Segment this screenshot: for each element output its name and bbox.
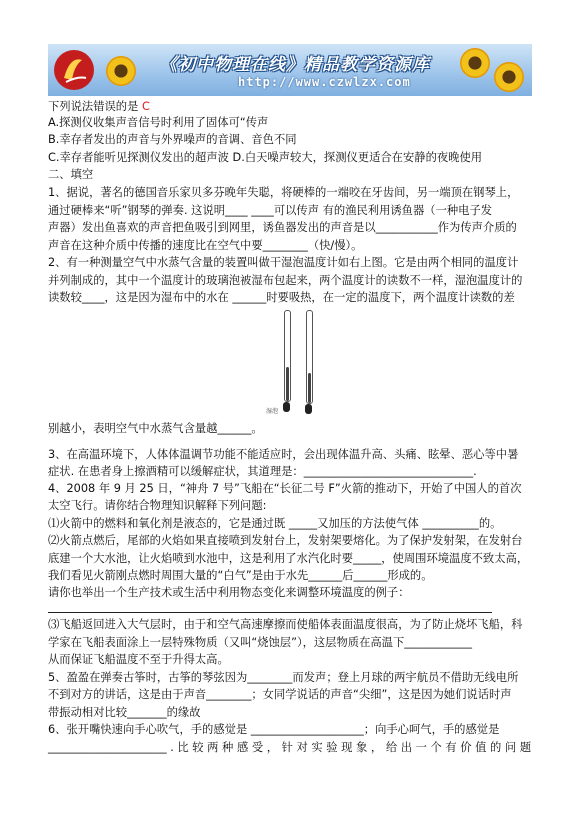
q3-line-2: 症状. 在患者身上擦酒精可以缓解症状，其道理是：______________________________. [48, 465, 477, 478]
section-heading: 二、填空 [48, 168, 94, 181]
option-a: A.探测仪收集声音信号时利用了固体可“传声 [48, 116, 269, 129]
q2-line-3: 读数较____，这是因为湿布中的水在 ______时要吸热，在一定的温度下，两个温度计读数的差 [48, 291, 515, 304]
option-b: B.幸存者发出的声音与外界噪声的音调、音色不同 [48, 133, 297, 146]
q4-line-2: 太空飞行。请你结合物理知识解释下列问题: [48, 499, 267, 512]
q2-line-4: 别越小，表明空气中水蒸气含量越______。 [48, 422, 263, 435]
q5-line-1: 5、盈盈在弹奏古筝时，古筝的琴弦因为________而发声；登上月球的两宇航员不借助无线电所 [48, 671, 519, 684]
header-banner [48, 44, 532, 96]
q4-part2-line-3: 我们看见火箭刚点燃时周围大量的“白气”是由于水先______后______形成的。 [48, 569, 433, 582]
answer-rule [48, 612, 492, 613]
logo-icon [52, 48, 96, 92]
sunflower-icon [106, 56, 136, 86]
question-stem: 下列说法错误的是 C [48, 100, 150, 113]
q1-line-3: 声器）发出鱼喜欢的声音把鱼吸引到网里，诱鱼器发出的声音是以___________作为传声介质的 [48, 221, 517, 234]
q4-part3-line-2: 学家在飞船表面涂上一层特殊物质（又叫“烧蚀层”），这层物质在高温下____________ [48, 636, 473, 649]
q4-part3-line-3: 从而保证飞船温度不至于升得太高。 [48, 653, 229, 666]
option-c-d: C.幸存者能听见探测仪发出的超声波 D.白天噪声较大，探测仪更适合在安静的夜晚使用 [48, 151, 483, 164]
hygrometer-diagram [260, 310, 320, 416]
sunflower-icon [460, 48, 490, 78]
q1-line-1: 1、据说，著名的德国音乐家贝多芬晚年失聪，将硬棒的一端咬在牙齿间，另一端顶在钢琴上， [48, 186, 519, 199]
q5-line-3: 带振动相对比较_______的缘故 [48, 706, 201, 719]
q4-part2-line-4: 请你也举出一个生产技术或生活中利用物态变化来调整环境温度的例子： [48, 586, 410, 599]
banner-title: 《初中物理在线》精品教学资源库 [160, 55, 430, 75]
q4-part2-line-1: ⑵火箭点燃后，尾部的火焰如果直接喷到发射台上，发射架要熔化。为了保护发射架，在发射台 [48, 534, 523, 547]
q1-line-2: 通过硬棒来“听”钢琴的弹奏. 这说明____ ____可以传声 有的渔民利用诱鱼器（一种电子发 [48, 204, 493, 217]
answer-mark: C [141, 100, 150, 113]
dry-bulb [283, 402, 290, 412]
q6-line-2: _____________________ . 比 较 两 种 感 受 ， 针 对 实 验 现 象 ， 给 出 一 个 有 价 值 的 问 题 [48, 741, 532, 754]
q2-line-2: 并列制成的，其中一个温度计的玻璃泡被湿布包起来，两个温度计的读数不一样，湿泡温度计的 [48, 274, 523, 287]
q2-line-1: 2、有一种测量空气中水蒸气含量的装置叫做干湿泡温度计如右上图。它是由两个相同的温度计 [48, 256, 519, 269]
q5-line-2: 不到对方的讲话，这是由于声音________；女同学说话的声音“尖细”，这是因为她们说话时声 [48, 688, 512, 701]
wet-bulb [305, 404, 312, 414]
q4-part3-line-1: ⑶飞船返回进入大气层时，由于和空气高速摩擦而使船体表面温度很高，为了防止烧坏飞船，科 [48, 618, 523, 631]
q3-line-1: 3、在高温环境下，人体体温调节功能不能适应时，会出现体温升高、头痛、眩晕、恶心等中暑 [48, 448, 519, 461]
banner-url: http://www.czwlzx.com [238, 75, 411, 89]
dry-thermometer [284, 310, 291, 402]
q4-part1: ⑴火箭中的燃料和氧化剂是液态的，它是通过既 _____又加压的方法使气体 __________的。 [48, 517, 502, 530]
sunflower-icon [494, 62, 524, 92]
q6-line-1: 6、张开嘴快速向手心吹气，手的感觉是 ____________________；向手心呵气，手的感觉是 [48, 723, 500, 736]
q1-line-4: 声音在这种介质中传播的速度比在空气中要________（快/慢）。 [48, 239, 363, 252]
wet-thermometer [306, 310, 313, 404]
q4-part2-line-2: 底建一个大水池，让火焰喷到水池中，这是利用了水汽化时要_____，使周围环境温度不致太高， [48, 552, 529, 565]
q4-line-1: 4、2008 年 9 月 25 日，“神舟 7 号”飞船在“长征二号 F”火箭的推动下，开始了中国人的首次 [48, 482, 522, 495]
wet-bulb-label: 湿泡 [266, 408, 279, 415]
